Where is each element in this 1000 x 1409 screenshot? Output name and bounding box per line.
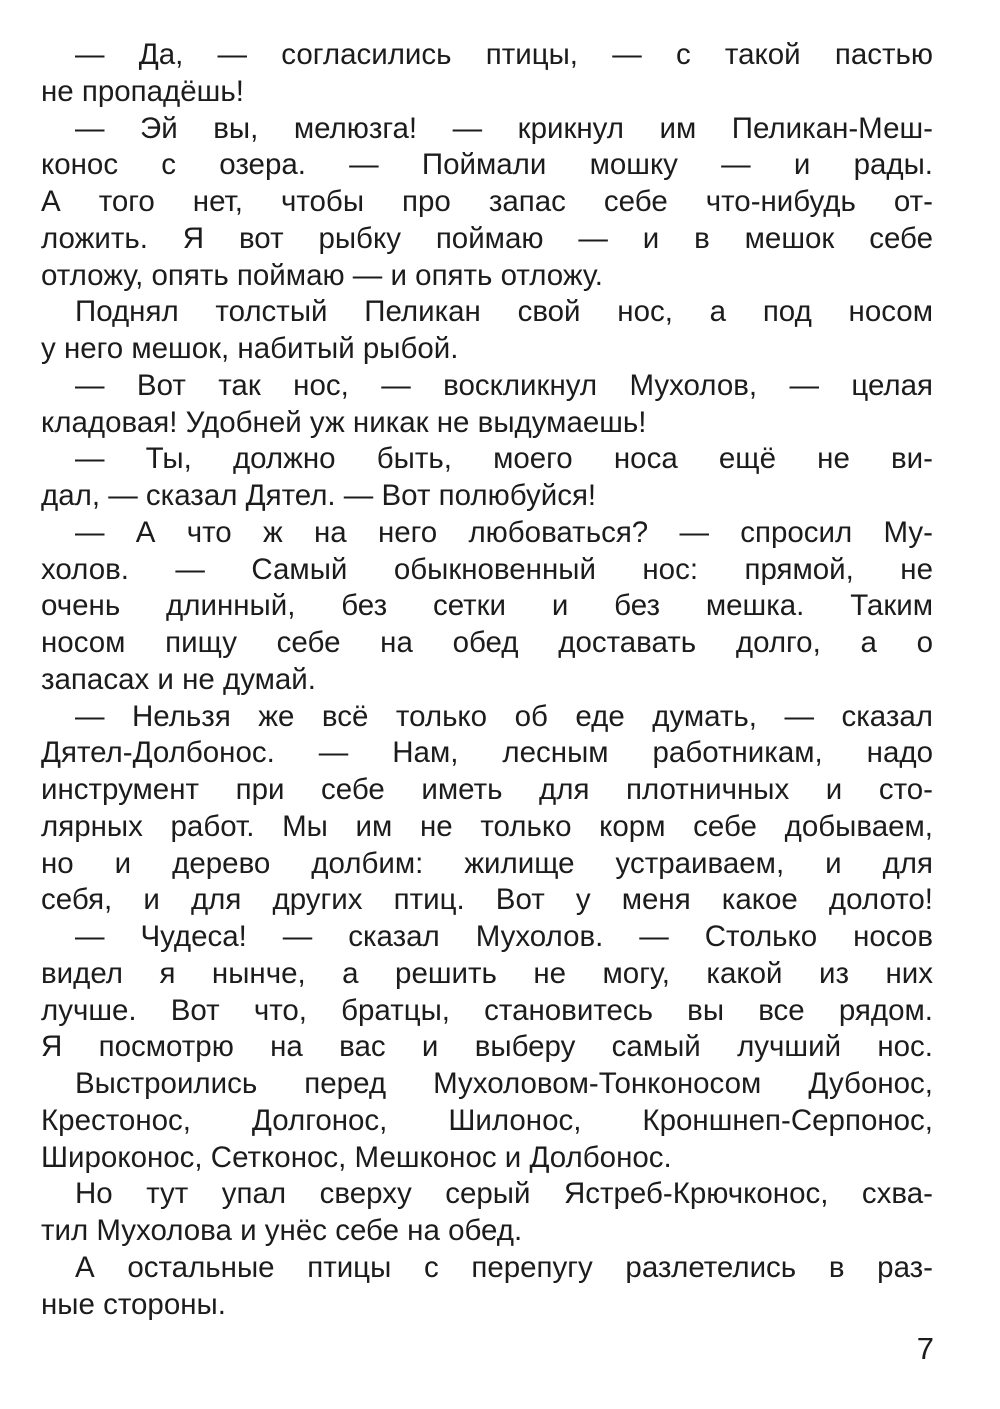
text-line: конос с озера. — Поймали мошку — и рады.	[41, 148, 933, 182]
text-line: видел я нынче, а решить не могу, какой из них	[41, 956, 933, 990]
text-line: носом пищу себе на обед доставать долго, а о	[41, 626, 933, 659]
text-line: Поднял толстый Пеликан свой нос, а под носом	[75, 295, 933, 329]
text-line: А того нет, чтобы про запас себе что-нибудь от-	[41, 185, 933, 218]
text-line: очень длинный, без сетки и без мешка. Таким	[41, 589, 933, 623]
text-line: А остальные птицы с перепугу разлетелись в раз-	[75, 1250, 933, 1284]
text-line: — А что ж на него любоваться? — спросил Му-	[75, 515, 933, 549]
text-line: лучше. Вот что, братцы, становитесь вы все рядом.	[41, 993, 933, 1027]
text-line: запасах и не думай.	[41, 662, 316, 696]
text-line: холов. — Самый обыкновенный нос: прямой, не	[41, 552, 933, 586]
text-line: у него мешок, набитый рыбой.	[41, 332, 459, 365]
text-line: — Чудеса! — сказал Мухолов. — Столько носов	[75, 920, 933, 953]
text-line: инструмент при себе иметь для плотничных и сто-	[41, 773, 933, 806]
text-line: Я посмотрю на вас и выберу самый лучший нос.	[41, 1030, 933, 1064]
text-line: — Да, — согласились птицы, — с такой пастью	[75, 38, 933, 71]
text-line: кладовая! Удобней уж никак не выдумаешь!	[41, 405, 647, 439]
text-line: — Эй вы, мелюзга! — крикнул им Пеликан-Меш-	[75, 111, 933, 145]
text-line: лярных работ. Мы им не только корм себе добываем,	[41, 809, 933, 843]
text-line: — Ты, должно быть, моего носа ещё не ви-	[75, 442, 933, 476]
text-line: ложить. Я вот рыбку поймаю — и в мешок себе	[41, 221, 933, 255]
page-number: 7	[916, 1331, 934, 1366]
text-line: Выстроились перед Мухоловом-Тонконосом Дубонос,	[75, 1067, 933, 1100]
text-line: — Нельзя же всё только об еде думать, — сказал	[75, 699, 933, 733]
text-line: Широконос, Сетконос, Мешконос и Долбонос.	[41, 1140, 672, 1174]
text-line: но и дерево долбим: жилище устраиваем, и для	[41, 846, 933, 880]
text-line: тил Мухолова и унёс себе на обед.	[41, 1214, 523, 1247]
text-line: Дятел-Долбонос. — Нам, лесным работникам, надо	[41, 736, 933, 770]
text-line: ные стороны.	[41, 1287, 226, 1321]
text-line: дал, — сказал Дятел. — Вот полюбуйся!	[41, 479, 597, 512]
text-line: не пропадёшь!	[41, 74, 244, 108]
text-line: — Вот так нос, — воскликнул Мухолов, — целая	[75, 368, 933, 402]
text-line: себя, и для других птиц. Вот у меня какое долото!	[41, 883, 933, 917]
text-line: Но тут упал сверху серый Ястреб-Крючконос, схва-	[75, 1177, 933, 1211]
story-text	[41, 37, 933, 1323]
text-line: Крестонос, Долгонос, Шилонос, Кроншнеп-Серпонос,	[41, 1103, 933, 1137]
text-line: отложу, опять поймаю — и опять отложу.	[41, 258, 603, 292]
